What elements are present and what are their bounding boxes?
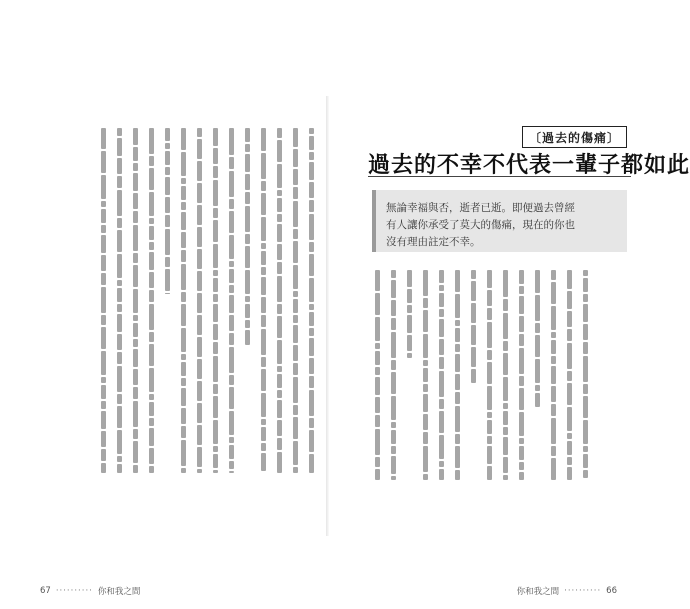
text-column: [229, 128, 234, 475]
right-page-body-text: [362, 270, 588, 482]
text-column: [583, 270, 588, 482]
chapter-title: 過去的不幸不代表一輩子都如此: [368, 152, 690, 178]
right-page-number: 66: [606, 586, 617, 596]
left-page-footer: [40, 585, 140, 597]
right-page-footer: [517, 585, 617, 597]
left-page-body-text: [96, 128, 314, 475]
footer-dots: ··········: [55, 586, 93, 596]
text-column: [165, 128, 170, 475]
right-running-title: 你和我之間: [516, 587, 560, 597]
text-column: [181, 128, 186, 475]
callout-box: [372, 190, 627, 252]
left-page: [0, 0, 327, 609]
text-column: [487, 270, 492, 482]
left-page-number: 67: [40, 586, 51, 596]
callout-line-1: 無論幸福與否，逝者已逝。即便過去曾經: [386, 202, 575, 214]
text-column: [133, 128, 138, 475]
text-column: [375, 270, 380, 482]
text-column: [101, 128, 106, 475]
text-column: [535, 270, 540, 482]
text-column: [423, 270, 428, 482]
footer-dots: ··········: [564, 586, 602, 596]
text-column: [117, 128, 122, 475]
text-column: [391, 270, 396, 482]
text-column: [439, 270, 444, 482]
text-column: [149, 128, 154, 475]
text-column: [519, 270, 524, 482]
text-column: [471, 270, 476, 482]
callout-line-2: 有人讓你承受了莫大的傷痛，現在的你也: [386, 219, 575, 231]
callout-line-3: 沒有理由註定不幸。: [386, 236, 481, 248]
section-tag: 〔過去的傷痛〕: [522, 126, 627, 148]
text-column: [503, 270, 508, 482]
text-column: [245, 128, 250, 475]
text-column: [551, 270, 556, 482]
callout-accent-bar: [372, 190, 376, 252]
text-column: [197, 128, 202, 475]
text-column: [261, 128, 266, 475]
text-column: [407, 270, 412, 482]
left-running-title: 你和我之間: [97, 587, 141, 597]
right-page: [328, 0, 690, 609]
text-column: [277, 128, 282, 475]
title-rule: [368, 176, 631, 177]
text-column: [455, 270, 460, 482]
text-column: [567, 270, 572, 482]
text-column: [213, 128, 218, 475]
text-column: [293, 128, 298, 475]
text-column: [309, 128, 314, 475]
